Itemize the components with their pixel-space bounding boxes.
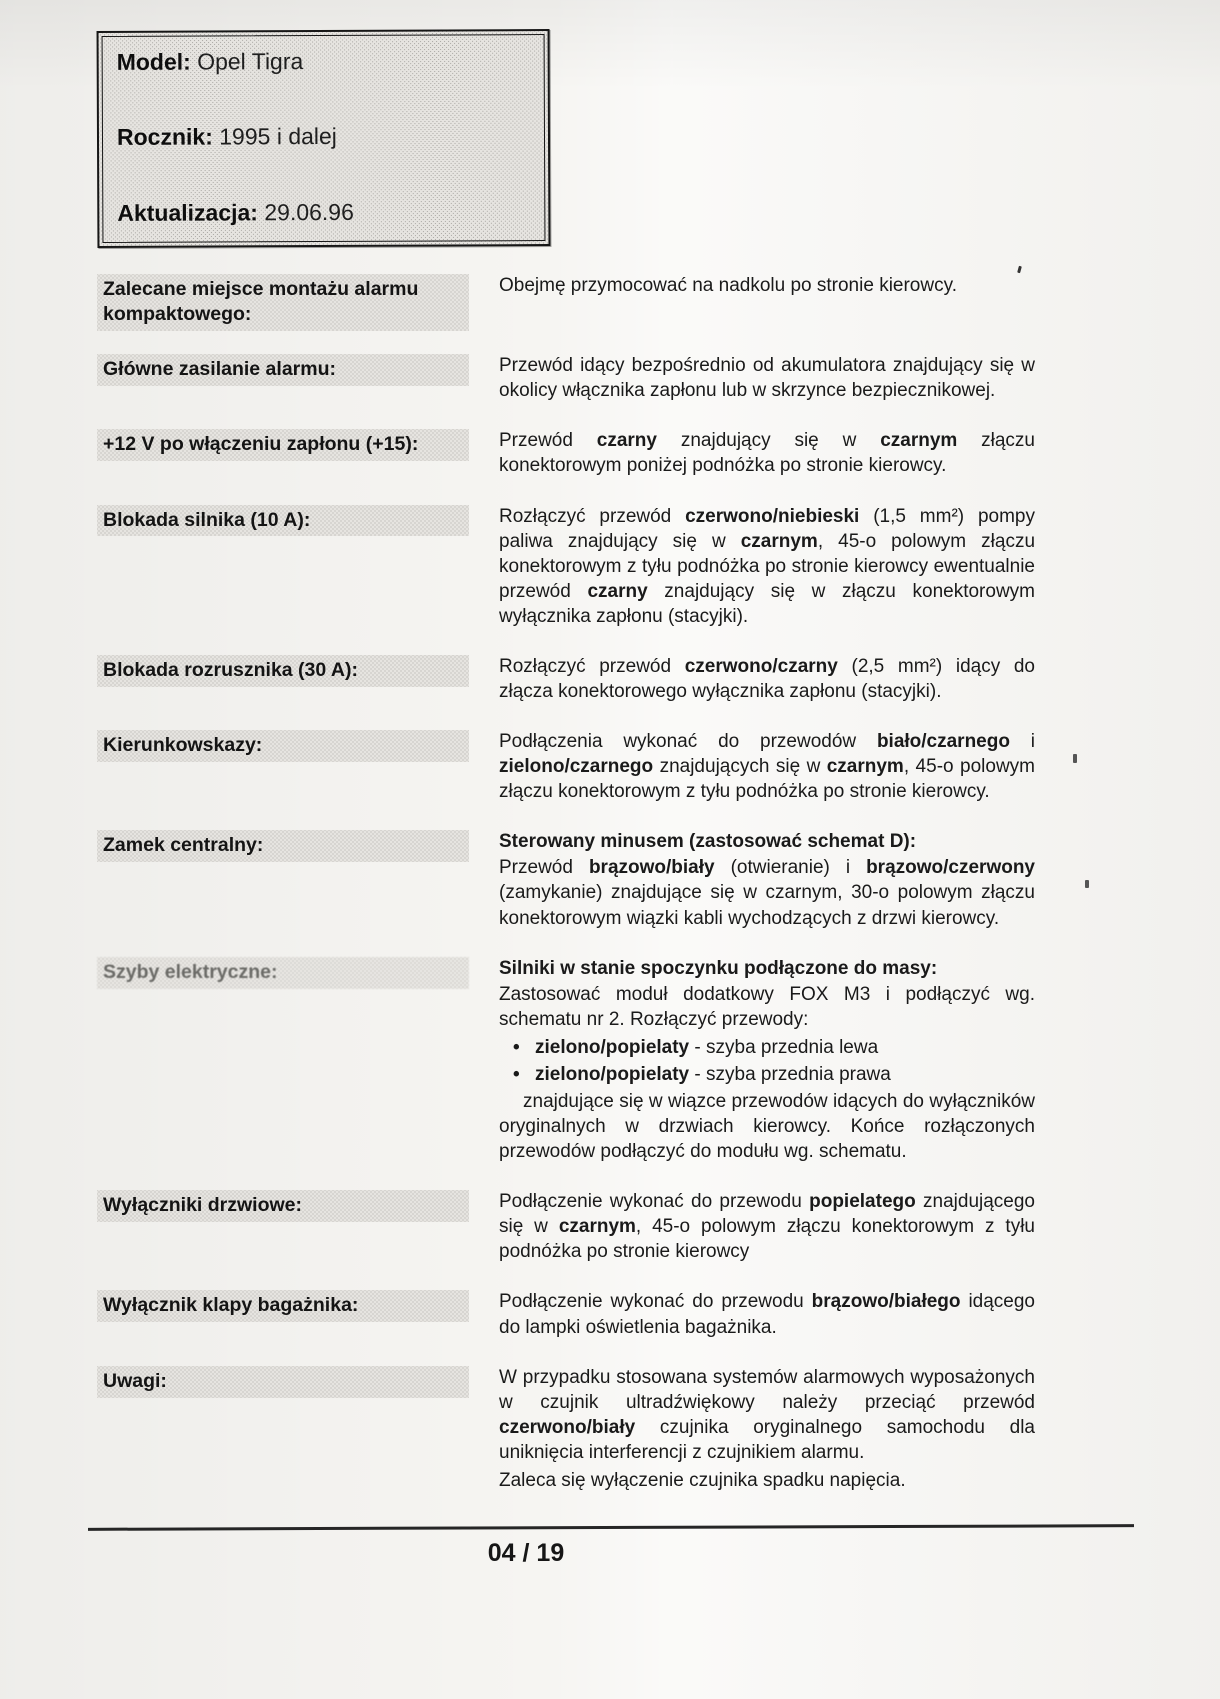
section-row [97,1365,1035,1496]
section-paragraph: Rozłączyć przewód czerwono/niebieski (1,5 mm²) pompy paliwa znajdujący się w czarnym, 45-o polowym złączu konektorowym z tyłu podnóżka po stronie kierowcy ewentualnie przewód czarny znajdujący się w złączu konektorowym wyłącznika zapłonu (stacyjki). [499,505,1036,627]
section-label-column [97,428,469,481]
update-line [117,198,530,226]
section-label-column [97,273,469,331]
section-text [499,428,1035,481]
section-label: Blokada rozrusznika (30 A): [97,655,469,687]
section-row [97,1289,1035,1342]
section-row [97,829,1035,933]
section-paragraph: Zastosować moduł dodatkowy FOX M3 i podłączyć wg. schematu nr 2. Rozłączyć przewody: [499,983,1035,1030]
section-paragraph: W przypadku stosowana systemów alarmowych wyposażonych w czujnik ultradźwiękowy należy przeciąć przewód czerwono/biały czujnika oryginalnego samochodu dla uniknięcia interferencji z czujnikiem alarmu. [499,1366,1035,1463]
section-label: Szyby elektryczne: [97,957,469,989]
section-paragraph: Rozłączyć przewód czerwono/czarny (2,5 mm²) idący do złącza konektorowego wyłącznika zapłonu (stacyjki). [499,655,1036,702]
scan-artifact [1073,754,1077,763]
section-paragraph: Podłączenie wykonać do przewodu brązowo/białego idącego do lampki oświetlenia bagażnika. [499,1291,1035,1338]
model-value: Opel Tigra [197,48,304,75]
section-row [97,353,1035,406]
section-text [499,956,1035,1168]
section-text-heading: Sterowany minusem (zastosować schemat D): [499,831,917,853]
section-label-column [97,353,469,406]
page-number: 04 / 19 [487,1539,565,1568]
section-label: Zamek centralny: [97,830,469,862]
section-row [97,956,1035,1168]
section-label: Wyłącznik klapy bagażnika: [97,1290,469,1322]
section-paragraph: Przewód brązowo/biały (otwieranie) i brązowo/czerwony (zamykanie) znajdujące się w czarnym, 30-o polowym złączu konektorowym wiązki kabli wychodzących z drzwi kierowcy. [499,857,1035,929]
footer-divider [88,1524,1134,1531]
section-text [499,729,1035,807]
section-label: Uwagi: [97,1366,469,1398]
section-label: Główne zasilanie alarmu: [97,354,469,386]
year-label: Rocznik: [116,123,213,151]
year-line [117,123,530,151]
scan-artifact [1085,880,1089,888]
section-label: +12 V po włączeniu zapłonu (+15): [97,429,469,461]
section-label-column [97,729,469,807]
bullet-list [499,1035,1035,1087]
section-label-column [97,1289,469,1342]
section-row [97,428,1035,481]
model-line [117,47,530,75]
section-text [499,1365,1035,1496]
section-label-column [97,504,469,632]
section-text [499,353,1035,406]
section-label: Blokada silnika (10 A): [97,505,469,537]
section-label-column [97,1189,469,1267]
year-value: 1995 i dalej [219,123,337,150]
section-row [97,729,1035,807]
section-paragraph: Obejmę przymocować na nadkolu po stronie kierowcy. [499,275,957,297]
section-text-heading: Silniki w stanie spoczynku podłączone do masy: [499,957,938,979]
section-text [499,504,1035,632]
content-rows [97,273,1035,1496]
page-footer [88,1526,1134,1568]
bullet-item: • zielono/popielaty - szyba przednia prawa [513,1062,1035,1087]
section-label: Kierunkowskazy: [97,730,469,762]
section-paragraph: Podłączenie wykonać do przewodu popielatego znajdującego się w czarnym, 45-o polowym złączu konektorowym z tyłu podnóżka po stronie kierowcy [499,1191,1035,1263]
section-paragraph: Przewód idący bezpośrednio od akumulatora znajdujący się w okolicy włącznika zapłonu lub w skrzynce bezpiecznikowej. [499,355,1035,402]
section-label-column [97,1365,469,1496]
section-label-column [97,829,469,933]
section-text [499,273,1035,331]
scan-artifact [1017,266,1022,274]
section-label: Wyłączniki drzwiowe: [97,1190,469,1222]
section-paragraph-continued: znajdujące się w wiązce przewodów idących do wyłączników oryginalnych w drzwiach kierowcy. Końce rozłączonych przewodów podłączyć do modułu wg. schematu. [499,1091,1035,1163]
section-row [97,654,1035,707]
section-paragraph: Przewód czarny znajdujący się w czarnym złączu konektorowym poniżej podnóżka po stronie kierowcy. [499,430,1036,477]
section-paragraph: Podłączenia wykonać do przewodów biało/czarnego i zielono/czarnego znajdujących się w czarnym, 45-o polowym złączu konektorowym z tyłu podnóżka po stronie kierowcy. [499,731,1036,803]
section-row [97,1189,1035,1267]
vehicle-info-box [97,29,551,248]
section-text [499,1289,1035,1342]
section-label-column [97,956,469,1168]
section-label-column [97,654,469,707]
update-value: 29.06.96 [264,198,354,226]
section-label: Zalecane miejsce montażu alarmu kompaktowego: [97,274,469,331]
section-text [499,829,1035,933]
section-row [97,273,1035,331]
bullet-item: • zielono/popielaty - szyba przednia lewa [513,1035,1035,1060]
section-text [499,1189,1035,1267]
section-paragraph: Zaleca się wyłączenie czujnika spadku napięcia. [499,1469,906,1491]
section-text [499,654,1035,707]
section-row [97,504,1035,632]
model-label: Model: [116,48,191,75]
update-label: Aktualizacja: [117,199,258,226]
vehicle-info-inner [102,34,546,243]
